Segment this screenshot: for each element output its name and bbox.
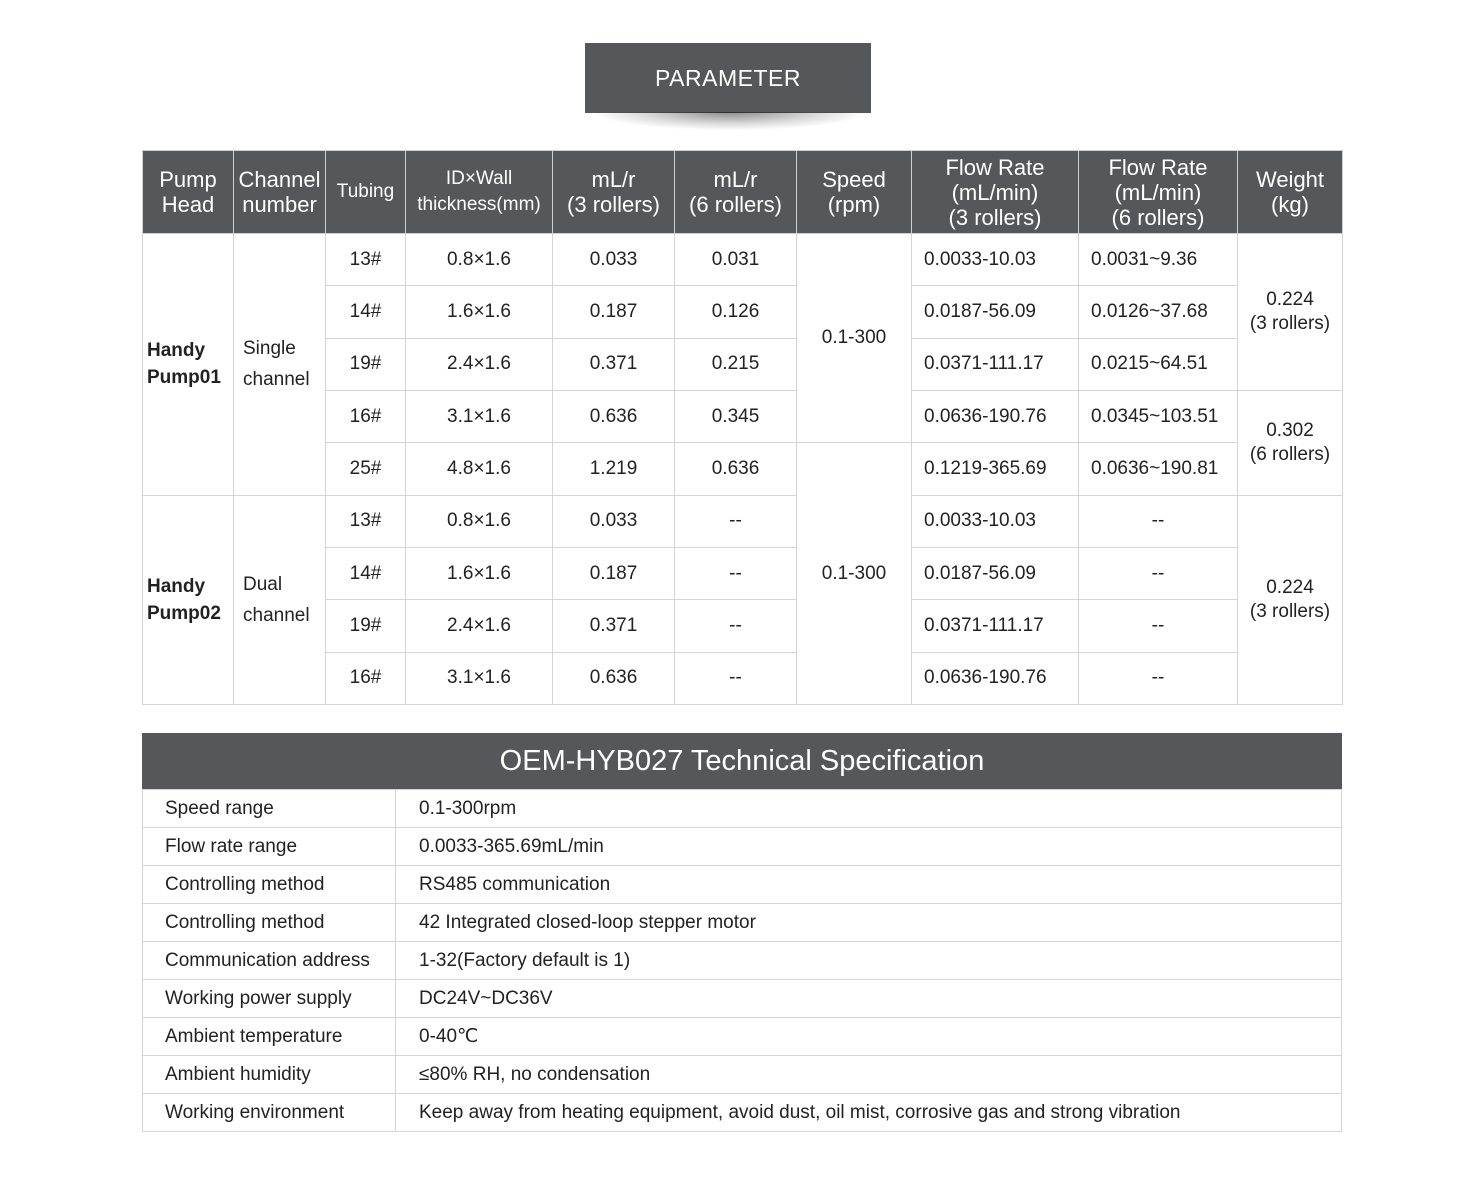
header-speed: Speed (rpm) [797, 151, 912, 234]
header-flow-6: Flow Rate (mL/min) (6 rollers) [1079, 151, 1238, 234]
spec-table [142, 789, 1342, 1132]
spec-value: 0.1-300rpm [396, 790, 1342, 828]
idwall-cell: 3.1×1.6 [406, 390, 553, 442]
idwall-cell: 0.8×1.6 [406, 495, 553, 547]
spec-row [143, 1056, 1342, 1094]
flow6-cell: -- [1079, 495, 1238, 547]
header-weight: Weight (kg) [1238, 151, 1343, 234]
spec-label: Working power supply [143, 980, 396, 1018]
table-row [143, 495, 1343, 547]
mlr6-cell: 0.031 [675, 234, 797, 286]
mlr6-cell: 0.215 [675, 338, 797, 390]
idwall-cell: 4.8×1.6 [406, 443, 553, 495]
tubing-cell: 13# [326, 234, 406, 286]
table-row [143, 234, 1343, 286]
weight-cell: 0.224 (3 rollers) [1238, 234, 1343, 391]
weight-cell: 0.224 (3 rollers) [1238, 495, 1343, 704]
mlr3-cell: 0.187 [553, 286, 675, 338]
mlr3-cell: 0.033 [553, 495, 675, 547]
spec-row [143, 866, 1342, 904]
flow6-cell: 0.0345~103.51 [1079, 390, 1238, 442]
speed-cell: 0.1-300 [797, 234, 912, 443]
spec-value: 0-40℃ [396, 1018, 1342, 1056]
flow3-cell: 0.0187-56.09 [912, 286, 1079, 338]
flow6-cell: -- [1079, 600, 1238, 652]
spec-title-bar [142, 733, 1342, 789]
header-flow-3: Flow Rate (mL/min) (3 rollers) [912, 151, 1079, 234]
header-pump-head: Pump Head [143, 151, 234, 234]
spec-value: 42 Integrated closed-loop stepper motor [396, 904, 1342, 942]
spec-label: Communication address [143, 942, 396, 980]
mlr6-cell: 0.636 [675, 443, 797, 495]
tubing-cell: 16# [326, 390, 406, 442]
flow3-cell: 0.0033-10.03 [912, 234, 1079, 286]
spec-row [143, 904, 1342, 942]
mlr6-cell: -- [675, 495, 797, 547]
channel-type: Dual channel [234, 495, 326, 704]
flow6-cell: 0.0636~190.81 [1079, 443, 1238, 495]
tubing-cell: 14# [326, 286, 406, 338]
badge-shadow [595, 112, 865, 130]
spec-label: Working environment [143, 1094, 396, 1132]
parameter-table [142, 150, 1343, 705]
idwall-cell: 1.6×1.6 [406, 286, 553, 338]
mlr3-cell: 0.033 [553, 234, 675, 286]
mlr3-cell: 0.371 [553, 338, 675, 390]
parameter-title: PARAMETER [655, 64, 801, 91]
parameter-title-badge [585, 43, 871, 113]
idwall-cell: 3.1×1.6 [406, 652, 553, 704]
header-channel-number: Channel number [234, 151, 326, 234]
spec-label: Controlling method [143, 904, 396, 942]
mlr6-cell: -- [675, 547, 797, 599]
flow3-cell: 0.0033-10.03 [912, 495, 1079, 547]
flow3-cell: 0.0187-56.09 [912, 547, 1079, 599]
flow3-cell: 0.0371-111.17 [912, 600, 1079, 652]
channel-type: Single channel [234, 234, 326, 496]
mlr3-cell: 0.371 [553, 600, 675, 652]
speed-cell: 0.1-300 [797, 443, 912, 705]
idwall-cell: 1.6×1.6 [406, 547, 553, 599]
mlr6-cell: 0.345 [675, 390, 797, 442]
flow3-cell: 0.0371-111.17 [912, 338, 1079, 390]
spec-label: Speed range [143, 790, 396, 828]
spec-row [143, 1018, 1342, 1056]
flow6-cell: 0.0031~9.36 [1079, 234, 1238, 286]
mlr6-cell: -- [675, 600, 797, 652]
tubing-cell: 14# [326, 547, 406, 599]
mlr6-cell: 0.126 [675, 286, 797, 338]
spec-row [143, 828, 1342, 866]
spec-row [143, 790, 1342, 828]
spec-value: RS485 communication [396, 866, 1342, 904]
tubing-cell: 16# [326, 652, 406, 704]
spec-row [143, 1094, 1342, 1132]
spec-value: 1-32(Factory default is 1) [396, 942, 1342, 980]
mlr3-cell: 0.636 [553, 652, 675, 704]
tubing-cell: 25# [326, 443, 406, 495]
idwall-cell: 2.4×1.6 [406, 600, 553, 652]
spec-value: ≤80% RH, no condensation [396, 1056, 1342, 1094]
spec-value: 0.0033-365.69mL/min [396, 828, 1342, 866]
mlr3-cell: 1.219 [553, 443, 675, 495]
flow6-cell: -- [1079, 547, 1238, 599]
flow3-cell: 0.1219-365.69 [912, 443, 1079, 495]
header-id-wall: ID×Wall thickness(mm) [406, 151, 553, 234]
flow3-cell: 0.0636-190.76 [912, 652, 1079, 704]
flow3-cell: 0.0636-190.76 [912, 390, 1079, 442]
spec-row [143, 942, 1342, 980]
idwall-cell: 2.4×1.6 [406, 338, 553, 390]
spec-label: Flow rate range [143, 828, 396, 866]
weight-cell: 0.302 (6 rollers) [1238, 390, 1343, 495]
spec-value: Keep away from heating equipment, avoid dust, oil mist, corrosive gas and strong vibration [396, 1094, 1342, 1132]
spec-title: OEM-HYB027 Technical Specification [499, 744, 985, 777]
spec-label: Controlling method [143, 866, 396, 904]
spec-row [143, 980, 1342, 1018]
header-tubing: Tubing [326, 151, 406, 234]
mlr3-cell: 0.187 [553, 547, 675, 599]
header-row [143, 151, 1343, 234]
tubing-cell: 19# [326, 600, 406, 652]
tubing-cell: 19# [326, 338, 406, 390]
spec-label: Ambient humidity [143, 1056, 396, 1094]
flow6-cell: 0.0215~64.51 [1079, 338, 1238, 390]
header-mlr-3: mL/r (3 rollers) [553, 151, 675, 234]
flow6-cell: -- [1079, 652, 1238, 704]
mlr6-cell: -- [675, 652, 797, 704]
pump-name: Handy Pump01 [143, 234, 234, 496]
spec-label: Ambient temperature [143, 1018, 396, 1056]
spec-value: DC24V~DC36V [396, 980, 1342, 1018]
pump-name: Handy Pump02 [143, 495, 234, 704]
idwall-cell: 0.8×1.6 [406, 234, 553, 286]
mlr3-cell: 0.636 [553, 390, 675, 442]
header-mlr-6: mL/r (6 rollers) [675, 151, 797, 234]
flow6-cell: 0.0126~37.68 [1079, 286, 1238, 338]
tubing-cell: 13# [326, 495, 406, 547]
